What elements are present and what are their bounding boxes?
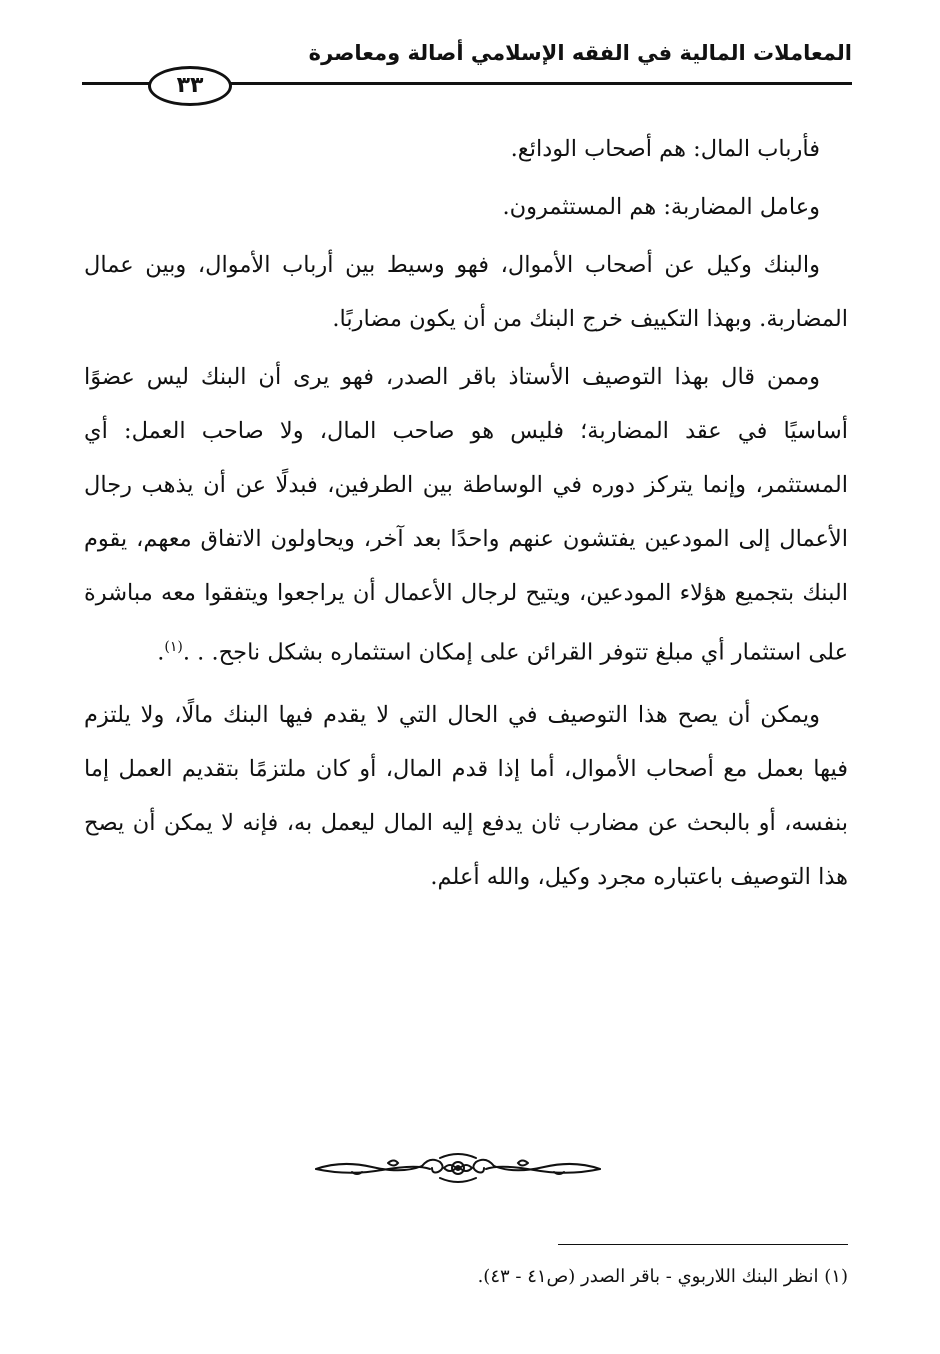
- body-text: [84, 122, 848, 904]
- page-number: ٣٣: [148, 66, 232, 106]
- ornament-divider: [312, 1150, 604, 1184]
- footnote: (١) انظر البنك اللاربوي - باقر الصدر (ص٤١ - ٤٣).: [477, 1266, 848, 1287]
- footnote-rule: [558, 1244, 848, 1245]
- paragraph-capital-owners: فأرباب المال: هم أصحاب الودائع.: [510, 136, 820, 162]
- footnote-reference: (١): [164, 639, 183, 655]
- paragraph-text: وممن قال بهذا التوصيف الأستاذ باقر الصدر، فهو يرى أن البنك ليس عضوًا أساسيًا في عقد المضاربة؛ فليس هو صاحب المال، ولا صاحب العمل: أي المستثمر، وإنما يتركز دوره في الوساطة بين الطرفين، فبدلًا عن أن يذهب رجال الأعمال إلى المودعين يفتشون عنهم واحدًا بعد آخر، ويحاولون الاتفاق معهم، يقوم البنك بتجميع هؤلاء المودعين، ويتيح لرجال الأعمال أن يراجعوا ويتفقوا معه مباشرة على استثمار أي مبلغ تتوفر القرائن على إمكان استثماره بشكل ناجح. . .: [84, 364, 848, 666]
- paragraph-conclusion: ويمكن أن يصح هذا التوصيف في الحال التي لا يقدم فيها البنك مالًا، ولا يلتزم فيها بعمل مع أصحاب الأموال، أما إذا قدم المال، أو كان ملتزمًا بتقديم العمل إما بنفسه، أو بالبحث عن مضارب ثان يدفع إليه المال ليعمل به، فإنه لا يمكن أن يصح هذا التوصيف باعتباره مجرد وكيل، والله أعلم.: [84, 701, 848, 890]
- paragraph-mudaraba-worker: وعامل المضاربة: هم المستثمرون.: [502, 194, 820, 220]
- running-header-title: المعاملات المالية في الفقه الإسلامي أصالة ومعاصرة: [308, 41, 852, 65]
- paragraph-bank-agent: والبنك وكيل عن أصحاب الأموال، فهو وسيط بين أرباب الأموال، وبين عمال المضاربة. وبهذا التكييف خرج البنك من أن يكون مضاربًا.: [84, 252, 848, 332]
- paragraph-baqir-sadr-view: [84, 350, 848, 680]
- paragraph-end: .: [157, 639, 165, 666]
